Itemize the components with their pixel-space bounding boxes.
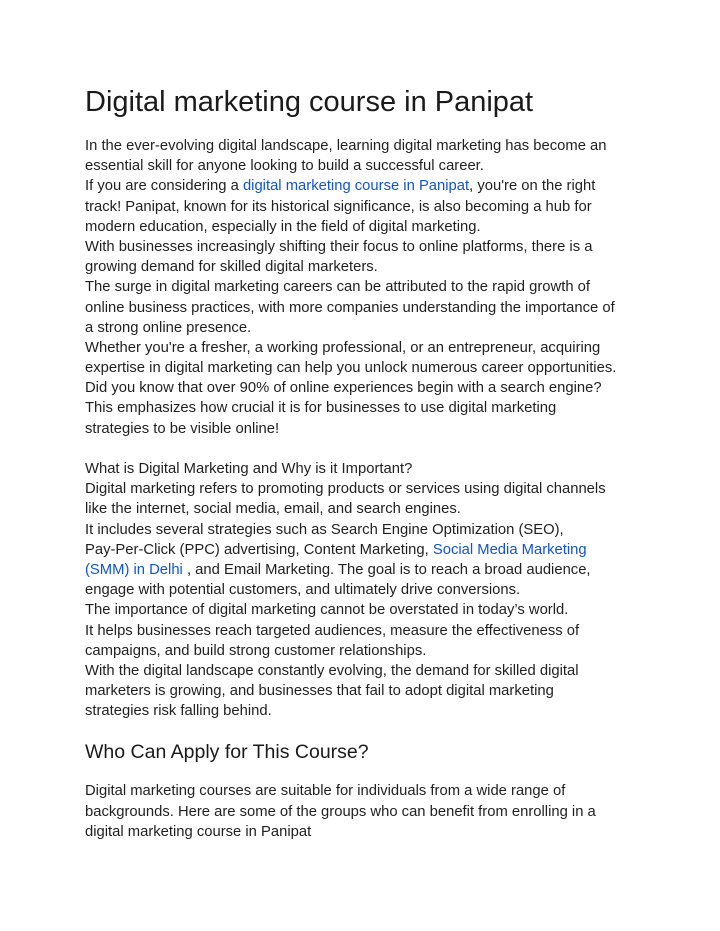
- section-heading: Who Can Apply for This Course?: [85, 741, 369, 764]
- section2-paragraph: [85, 781, 645, 842]
- text-line: Digital marketing courses are suitable for individuals from a wide range of: [85, 783, 566, 800]
- text-line: Digital marketing refers to promoting products or services using digital channels: [85, 481, 606, 498]
- text-line: The importance of digital marketing cannot be overstated in today’s world.: [85, 602, 569, 619]
- text-line: Whether you're a fresher, a working professional, or an entrepreneur, acquiring: [85, 339, 601, 356]
- text-line: campaigns, and build strong customer relationships.: [85, 642, 427, 659]
- text-line: With businesses increasingly shifting their focus to online platforms, there is a: [85, 238, 593, 255]
- text-line: In the ever-evolving digital landscape, learning digital marketing has become an: [85, 138, 607, 154]
- text-line: It helps businesses reach targeted audiences, measure the effectiveness of: [85, 622, 580, 639]
- text-fragment: If you are considering a: [85, 178, 243, 195]
- text-line: online business practices, with more companies understanding the importance of: [85, 299, 615, 316]
- social-media-marketing-link[interactable]: Social Media Marketing: [432, 541, 587, 558]
- text-line: modern education, especially in the field of digital marketing.: [85, 218, 481, 235]
- blank-line: [85, 439, 645, 459]
- text-line: Did you know that over 90% of online experiences begin with a search engine?: [85, 380, 602, 397]
- page-title: Digital marketing course in Panipat: [85, 86, 534, 118]
- text-line: [85, 176, 645, 196]
- text-line: This emphasizes how crucial it is for businesses to use digital marketing: [85, 400, 557, 417]
- text-line: marketers is growing, and businesses that fail to adopt digital marketing: [85, 683, 554, 700]
- text-fragment: , and Email Marketing. The goal is to reach a broad audience,: [182, 561, 591, 578]
- text-line: strategies risk falling behind.: [85, 703, 272, 720]
- text-line: digital marketing course in Panipat: [85, 823, 312, 840]
- text-line: The surge in digital marketing careers can be attributed to the rapid growth of: [85, 279, 591, 296]
- text-line: expertise in digital marketing can help you unlock numerous career opportunities.: [85, 360, 617, 377]
- text-fragment: , you're on the right: [469, 178, 596, 195]
- text-line: It includes several strategies such as Search Engine Optimization (SEO),: [85, 521, 564, 538]
- text-line: growing demand for skilled digital marketers.: [85, 259, 378, 276]
- digital-marketing-course-link[interactable]: digital marketing course in Panipat: [242, 178, 470, 195]
- section-question: What is Digital Marketing and Why is it Important?: [85, 461, 413, 477]
- text-line: like the internet, social media, email, and search engines.: [85, 501, 461, 518]
- text-line: track! Panipat, known for its historical significance, is also becoming a hub for: [85, 198, 592, 215]
- intro-paragraph: [85, 136, 645, 721]
- text-line: [85, 560, 645, 580]
- text-line: [85, 540, 645, 560]
- text-line: With the digital landscape constantly evolving, the demand for skilled digital: [85, 662, 579, 679]
- text-line: strategies to be visible online!: [85, 420, 280, 437]
- text-line: engage with potential customers, and ultimately drive conversions.: [85, 582, 521, 599]
- text-line: a strong online presence.: [85, 319, 252, 336]
- document-page: [85, 82, 645, 842]
- text-line: backgrounds. Here are some of the groups who can benefit from enrolling in a: [85, 803, 596, 820]
- smm-delhi-link[interactable]: (SMM) in Delhi: [85, 561, 183, 578]
- text-fragment: Pay-Per-Click (PPC) advertising, Content Marketing,: [85, 541, 433, 558]
- text-line: essential skill for anyone looking to build a successful career.: [85, 158, 484, 175]
